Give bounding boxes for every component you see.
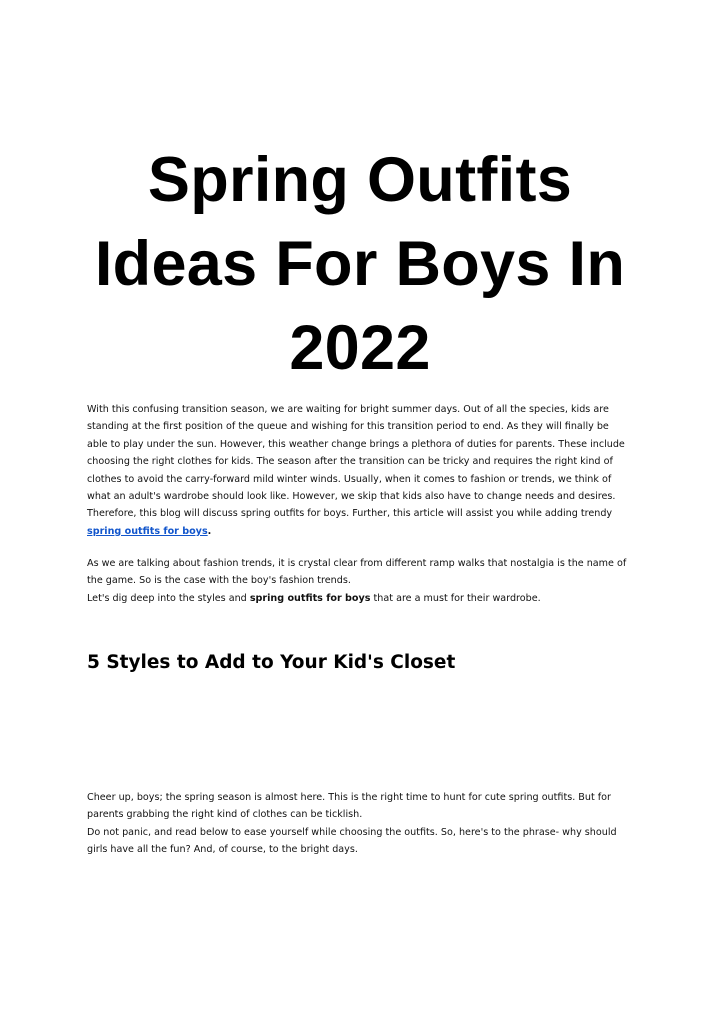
title-line: Ideas For Boys In [94, 229, 626, 299]
spring-outfits-link[interactable]: spring outfits for boys [87, 525, 208, 537]
text-line: Therefore, this blog will discuss spring outfits for boys. Further, this article will assist you while adding trendy [87, 508, 613, 520]
dig-suffix: that are a must for their wardrobe. [370, 592, 541, 604]
text-line: parents grabbing the right kind of clothes can be ticklish. [87, 809, 363, 821]
title-line: 2022 [289, 313, 431, 383]
document-title [60, 138, 660, 390]
trends-paragraph [87, 555, 647, 607]
intro-paragraph [87, 401, 647, 540]
text-line: clothes to avoid the carry-forward mild winter winds. Usually, when it comes to fashion or trends, we think of [87, 473, 612, 485]
title-line: Spring Outfits [147, 145, 573, 215]
text-line: With this confusing transition season, we are waiting for bright summer days. Out of all the species, kids are [87, 404, 609, 415]
text-line: Cheer up, boys; the spring season is almost here. This is the right time to hunt for cute spring outfits. But for [87, 792, 611, 803]
text-line: girls have all the fun? And, of course, to the bright days. [87, 844, 358, 856]
section-heading: 5 Styles to Add to Your Kid's Closet [87, 652, 456, 673]
link-suffix: . [207, 525, 212, 537]
closet-paragraph [87, 789, 647, 859]
text-line [87, 590, 647, 607]
text-line [87, 523, 647, 540]
text-line: Do not panic, and read below to ease yourself while choosing the outfits. So, here's to the phrase- why should [87, 826, 617, 838]
dig-prefix: Let's dig deep into the styles and [87, 592, 250, 604]
text-line: what an adult's wardrobe should look like. However, we skip that kids also have to change needs and desires. [87, 491, 616, 503]
text-line: choosing the right clothes for kids. The season after the transition can be tricky and requires the right kind of [87, 456, 613, 468]
dig-bold-phrase: spring outfits for boys [249, 592, 371, 604]
text-line: standing at the first position of the queue and wishing for this transition period to end. As they will finally be [87, 421, 609, 433]
text-line: As we are talking about fashion trends, it is crystal clear from different ramp walks that nostalgia is the name of [87, 558, 627, 569]
text-line: able to play under the sun. However, this weather change brings a plethora of duties for parents. These include [87, 438, 625, 450]
text-line: the game. So is the case with the boy's fashion trends. [87, 575, 351, 587]
